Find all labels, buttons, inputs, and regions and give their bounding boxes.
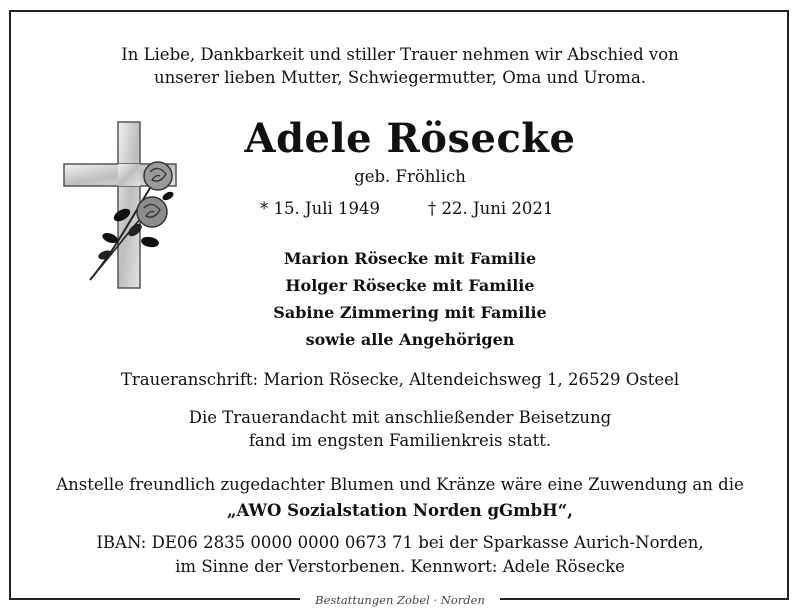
birth-date: * 15. Juli 1949: [260, 199, 381, 218]
mourner-line: Sabine Zimmering mit Familie: [273, 303, 547, 322]
birth-name: geb. Fröhlich: [354, 167, 466, 186]
intro-line-2: unserer lieben Mutter, Schwiegermutter, Oma und Uroma.: [153, 68, 647, 87]
mourner-line: Holger Rösecke mit Familie: [285, 276, 535, 295]
mourner-line: Marion Rösecke mit Familie: [283, 249, 537, 268]
deceased-name: Adele Rösecke: [244, 115, 576, 162]
funeral-home-credit: Bestattungen Zobel · Norden: [300, 591, 500, 609]
death-date: † 22. Juni 2021: [428, 199, 554, 218]
cross-with-roses-icon: [60, 120, 180, 290]
donation-keyword: im Sinne der Verstorbenen. Kennwort: Adele Rösecke: [175, 557, 625, 576]
donation-recipient: „AWO Sozialstation Norden gGmbH“,: [227, 501, 573, 520]
donation-iban: IBAN: DE06 2835 0000 0000 0673 71 bei der Sparkasse Aurich-Norden,: [96, 533, 704, 552]
mourning-address: Traueranschrift: Marion Rösecke, Altendeichsweg 1, 26529 Osteel: [120, 370, 680, 389]
ceremony-line-2: fand im engsten Familienkreis statt.: [248, 431, 552, 450]
ceremony-line-1: Die Trauerandacht mit anschließender Beisetzung: [188, 408, 612, 427]
donation-line-1: Anstelle freundlich zugedachter Blumen und Kränze wäre eine Zuwendung an die: [56, 475, 744, 494]
intro-line-1: In Liebe, Dankbarkeit und stiller Trauer nehmen wir Abschied von: [121, 45, 679, 64]
mourners-list: [200, 245, 620, 353]
mourner-line: sowie alle Angehörigen: [305, 330, 515, 349]
